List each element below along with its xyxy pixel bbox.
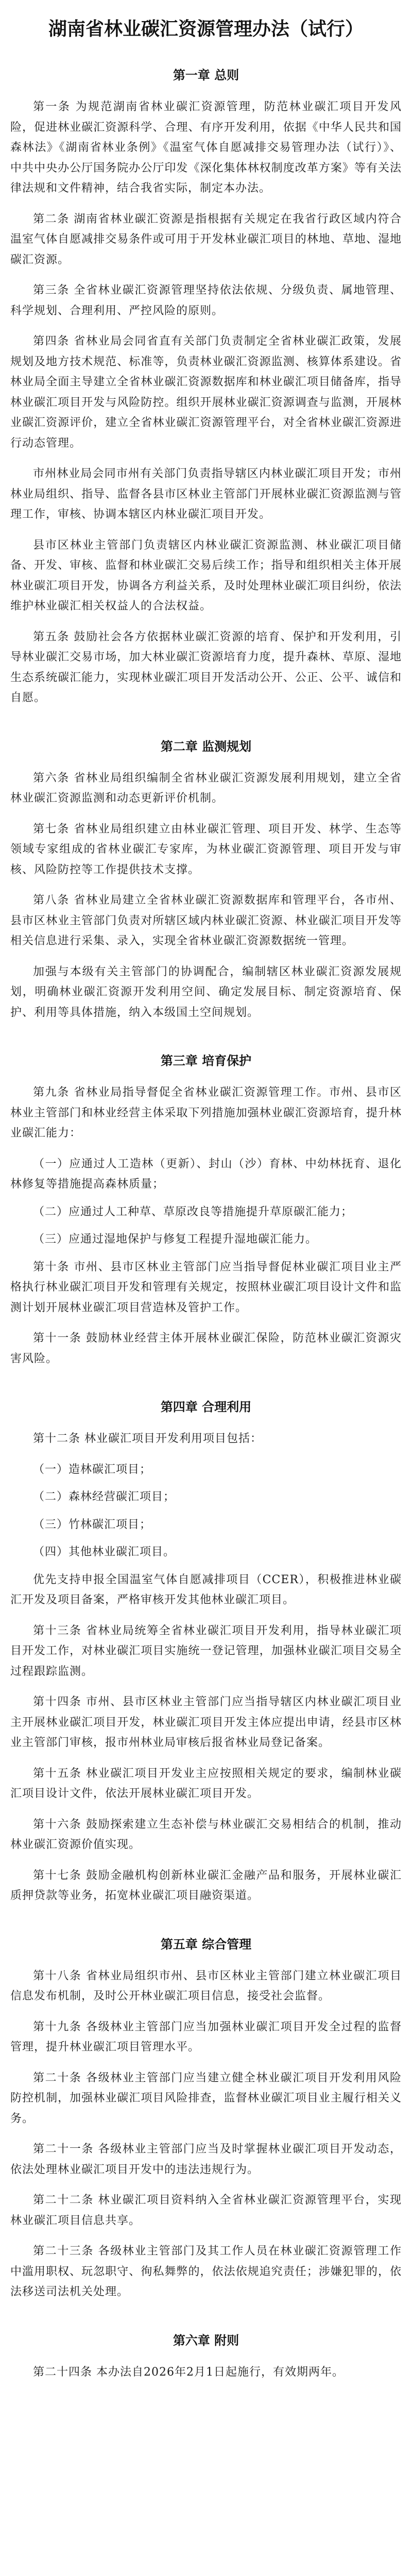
chapter-2 bbox=[10, 734, 402, 1033]
article-paragraph: 第十二条 林业碳汇项目开发利用项目包括： bbox=[33, 1432, 262, 1445]
chapter-3 bbox=[10, 1048, 402, 1379]
article-paragraph: 第二十一条 各级林业主管部门应当及时掌握林业碳汇项目开发动态，依法处理林业碳汇项目开发中的违法违规行为。 bbox=[10, 2143, 402, 2176]
article-paragraph: 第九条 省林业局指导督促全省林业碳汇资源管理工作。市州、县市区林业主管部门和林业经营主体采取下列措施加强林业碳汇资源培育，提升林业碳汇能力： bbox=[10, 1086, 402, 1140]
article-paragraph: 第二十二条 林业碳汇项目资料纳入全省林业碳汇资源管理平台，实现林业碳汇项目信息共享。 bbox=[10, 2194, 402, 2227]
article-paragraph: 第二十三条 各级林业主管部门及其工作人员在林业碳汇资源管理工作中滥用职权、玩忽职守、徇私舞弊的，依法依规追究责任；涉嫌犯罪的，依法移送司法机关处理。 bbox=[10, 2245, 402, 2298]
article-paragraph: 第五条 鼓励社会各方依据林业碳汇资源的培育、保护和开发利用，引导林业碳汇交易市场，加大林业碳汇资源培育力度，提升森林、草原、湿地生态系统碳汇能力，实现林业碳汇项目开发活动公开、公正、公平、诚信和自愿。 bbox=[10, 630, 402, 704]
article-paragraph: 第十八条 省林业局组织市州、县市区林业主管部门建立林业碳汇项目信息发布机制，及时公开林业碳汇项目信息，接受社会监督。 bbox=[10, 1969, 402, 2003]
article-paragraph: 第八条 省林业局建立全省林业碳汇资源数据库和管理平台，各市州、县市区林业主管部门负责对所辖区域内林业碳汇资源、林业碳汇项目开发等相关信息进行采集、录入，实现全省林业碳汇资源数据统一管理。 bbox=[10, 894, 402, 947]
article-paragraph: 第三条 全省林业碳汇资源管理坚持依法依规、分级负责、属地管理、科学规划、合理利用、严控风险的原则。 bbox=[10, 284, 402, 317]
article-paragraph: 第四条 省林业局会同省直有关部门负责制定全省林业碳汇政策，发展规划及地方技术规范、标准等，负责林业碳汇资源监测、核算体系建设。省林业局全面主导建立全省林业碳汇资源数据库和林业碳汇项目储备库，指导林业碳汇项目开发与风险防控。组织开展林业碳汇资源调查与监测，开展林业碳汇资源评价，建立全省林业碳汇资源管理平台，对全省林业碳汇资源进行动态管理。 bbox=[10, 335, 402, 450]
article-paragraph: 第六条 省林业局组织编制全省林业碳汇资源发展利用规划，建立全省林业碳汇资源监测和动态更新评价机制。 bbox=[10, 771, 402, 805]
article-paragraph: 第七条 省林业局组织建立由林业碳汇管理、项目开发、林学、生态等领域专家组成的省林业碳汇专家库，为林业碳汇资源管理、项目开发与审核、风险防控等工作提供技术支撑。 bbox=[10, 822, 402, 876]
article-paragraph: 第十九条 各级林业主管部门应当加强林业碳汇项目开发全过程的监督管理，提升林业碳汇项目管理水平。 bbox=[10, 2020, 402, 2054]
article-paragraph: 第十六条 鼓励探索建立生态补偿与林业碳汇交易相结合的机制，推动林业碳汇资源价值实现。 bbox=[10, 1818, 402, 1851]
list-item: （四）其他林业碳汇项目。 bbox=[33, 1546, 176, 1558]
article-paragraph: 第十三条 省林业局统筹全省林业碳汇项目开发利用，指导林业碳汇项目开发工作，对林业碳汇项目实施统一登记管理，加强林业碳汇项目交易全过程跟踪监测。 bbox=[10, 1624, 402, 1678]
chapter-4 bbox=[10, 1395, 402, 1917]
article-paragraph: 第十一条 鼓励林业经营主体开展林业碳汇保险，防范林业碳汇资源灾害风险。 bbox=[10, 1332, 402, 1365]
article-paragraph: 县市区林业主管部门负责辖区内林业碳汇资源监测、林业碳汇项目储备、开发、审核、监督和林业碳汇交易后续工作；指导和组织相关主体开展林业碳汇项目开发，协调各方利益关系，及时处理林业碳汇项目纠纷，依法维护林业碳汇相关权益人的合法权益。 bbox=[10, 538, 402, 613]
article-paragraph: 第二条 湖南省林业碳汇资源是指根据有关规定在我省行政区域内符合温室气体自愿减排交易条件或可用于开发林业碳汇项目的林地、草地、湿地碳汇资源。 bbox=[10, 212, 402, 266]
article-paragraph: 第十条 市州、县市区林业主管部门应当指导督促林业碳汇项目业主严格执行林业碳汇项目开发和管理有关规定，按照林业碳汇项目设计文件和监测计划开展林业碳汇项目营造林及管护工作。 bbox=[10, 1260, 402, 1314]
article-paragraph: 第十五条 林业碳汇项目开发业主应按照相关规定的要求，编制林业碳汇项目设计文件，依法开展林业碳汇项目开发。 bbox=[10, 1767, 402, 1800]
article-paragraph: 第十四条 市州、县市区林业主管部门应当指导辖区内林业碳汇项目业主开展林业碳汇项目开发，林业碳汇项目开发主体应提出申请，经县市区林业主管部门审核，报市州林业局审核后报省林业局登记备案。 bbox=[10, 1696, 402, 1749]
chapter-heading: 第四章 合理利用 bbox=[160, 1399, 252, 1414]
list-item: （三）竹林碳汇项目； bbox=[33, 1518, 152, 1531]
chapter-heading: 第一章 总则 bbox=[173, 67, 239, 82]
article-paragraph: 第二十条 各级林业主管部门应当建立健全林业碳汇项目开发利用风险防控机制，加强林业碳汇项目风险排查，监督林业碳汇项目业主履行相关义务。 bbox=[10, 2071, 402, 2125]
chapter-5 bbox=[10, 1932, 402, 2313]
article-paragraph: 第十七条 鼓励金融机构创新林业碳汇金融产品和服务，开展林业碳汇质押贷款等业务，拓宽林业碳汇项目融资渠道。 bbox=[10, 1869, 402, 1902]
chapter-1 bbox=[10, 63, 402, 719]
list-item: （二）应通过人工种草、草原改良等措施提升草原碳汇能力； bbox=[33, 1205, 353, 1218]
article-paragraph: 加强与本级有关主管部门的协调配合，编制辖区林业碳汇资源发展规划，明确林业碳汇资源开发利用空间、确定发展目标、制定资源培育、保护、利用等具体措施，纳入本级国土空间规划。 bbox=[10, 965, 402, 1019]
article-paragraph: 第一条 为规范湖南省林业碳汇资源管理，防范林业碳汇项目开发风险，促进林业碳汇资源科学、合理、有序开发利用，依据《中华人民共和国森林法》《湖南省林业条例》《温室气体自愿减排交易管理办法（试行）》、中共中央办公厅国务院办公厅印发《深化集体林权制度改革方案》等有关法律法规和文件精神，结合我省实际，制定本办法。 bbox=[10, 100, 402, 195]
list-item: （三）应通过湿地保护与修复工程提升湿地碳汇能力。 bbox=[33, 1233, 318, 1246]
article-paragraph: 优先支持申报全国温室气体自愿减排项目（CCER），积极推进林业碳汇开发及项目备案，严格审核开发其他林业碳汇项目。 bbox=[10, 1573, 402, 1606]
chapter-heading: 第二章 监测规划 bbox=[160, 738, 252, 754]
chapter-heading: 第六章 附则 bbox=[173, 2332, 239, 2348]
chapter-heading: 第五章 综合管理 bbox=[160, 1936, 252, 1952]
list-item: （二）森林经营碳汇项目； bbox=[33, 1490, 176, 1503]
document-title: 湖南省林业碳汇资源管理办法（试行） bbox=[48, 18, 364, 40]
chapter-heading: 第三章 培育保护 bbox=[160, 1053, 252, 1068]
chapter-6 bbox=[10, 2328, 402, 2393]
article-paragraph: 第二十四条 本办法自2026年2月1日起施行，有效期两年。 bbox=[33, 2365, 344, 2379]
article-paragraph: 市州林业局会同市州有关部门负责指导辖区内林业碳汇项目开发；市州林业局组织、指导、监督各县市区林业主管部门开展林业碳汇资源监测与管理工作，审核、协调本辖区内林业碳汇项目开发。 bbox=[10, 467, 402, 521]
list-item: （一）应通过人工造林（更新）、封山（沙）育林、中幼林抚育、退化林修复等措施提高森林质量； bbox=[10, 1157, 402, 1191]
list-item: （一）造林碳汇项目； bbox=[33, 1463, 152, 1476]
